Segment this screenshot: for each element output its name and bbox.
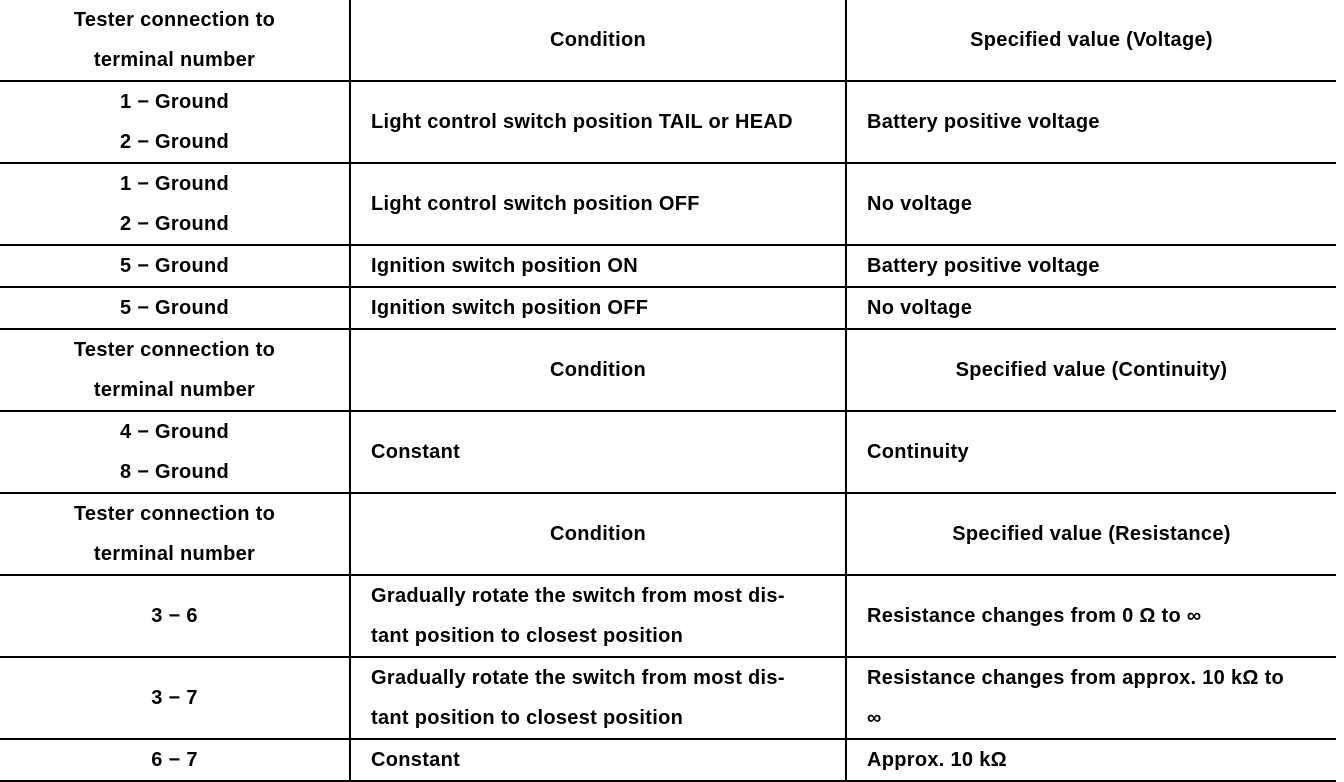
header-line: terminal number [93,543,256,565]
table-row [0,411,1336,493]
condition-cell [350,657,846,739]
terminal-line: 4 − Ground [119,421,230,443]
value-line: Resistance changes from approx. 10 kΩ to [867,667,1285,689]
header-condition: Condition [350,493,846,575]
condition-cell: Ignition switch position ON [350,245,846,287]
table-row [0,163,1336,245]
terminal-line: 2 − Ground [119,213,230,235]
terminal-cell: 3 − 6 [0,575,350,657]
terminal-cell [0,163,350,245]
header-condition: Condition [350,329,846,411]
table-row [0,657,1336,739]
header-line: Tester connection to [73,503,276,525]
condition-cell [350,575,846,657]
terminal-line: 2 − Ground [119,131,230,153]
terminal-line: 1 − Ground [119,173,230,195]
terminal-cell: 5 − Ground [0,245,350,287]
table-header-row-resistance [0,493,1336,575]
header-line: terminal number [93,49,256,71]
terminal-line: 1 − Ground [119,91,230,113]
condition-cell: Constant [350,411,846,493]
value-line: ∞ [867,707,882,729]
header-tester-connection [0,493,350,575]
header-condition: Condition [350,0,846,81]
value-cell: No voltage [846,163,1336,245]
table-row [0,739,1336,781]
header-line: terminal number [93,379,256,401]
header-tester-connection [0,0,350,81]
value-cell [846,657,1336,739]
terminal-line: 8 − Ground [119,461,230,483]
terminal-cell: 6 − 7 [0,739,350,781]
header-specified-value-voltage: Specified value (Voltage) [846,0,1336,81]
header-tester-connection [0,329,350,411]
header-line: Tester connection to [73,9,276,31]
table-header-row-voltage [0,0,1336,81]
table-row [0,81,1336,163]
terminal-cell [0,411,350,493]
condition-line: tant position to closest position [371,707,684,729]
condition-cell: Light control switch position OFF [350,163,846,245]
value-cell: Battery positive voltage [846,81,1336,163]
terminal-cell: 5 − Ground [0,287,350,329]
value-cell: Continuity [846,411,1336,493]
value-cell: No voltage [846,287,1336,329]
value-cell: Resistance changes from 0 Ω to ∞ [846,575,1336,657]
table-header-row-continuity [0,329,1336,411]
header-specified-value-resistance: Specified value (Resistance) [846,493,1336,575]
condition-cell: Light control switch position TAIL or HEAD [350,81,846,163]
terminal-cell [0,81,350,163]
condition-line: tant position to closest position [371,625,684,647]
value-cell: Battery positive voltage [846,245,1336,287]
table-row [0,575,1336,657]
header-specified-value-continuity: Specified value (Continuity) [846,329,1336,411]
value-cell: Approx. 10 kΩ [846,739,1336,781]
header-line: Tester connection to [73,339,276,361]
condition-cell: Ignition switch position OFF [350,287,846,329]
condition-cell: Constant [350,739,846,781]
condition-line: Gradually rotate the switch from most dis- [371,585,785,607]
table-row [0,245,1336,287]
table-row [0,287,1336,329]
terminal-cell: 3 − 7 [0,657,350,739]
condition-line: Gradually rotate the switch from most dis- [371,667,785,689]
